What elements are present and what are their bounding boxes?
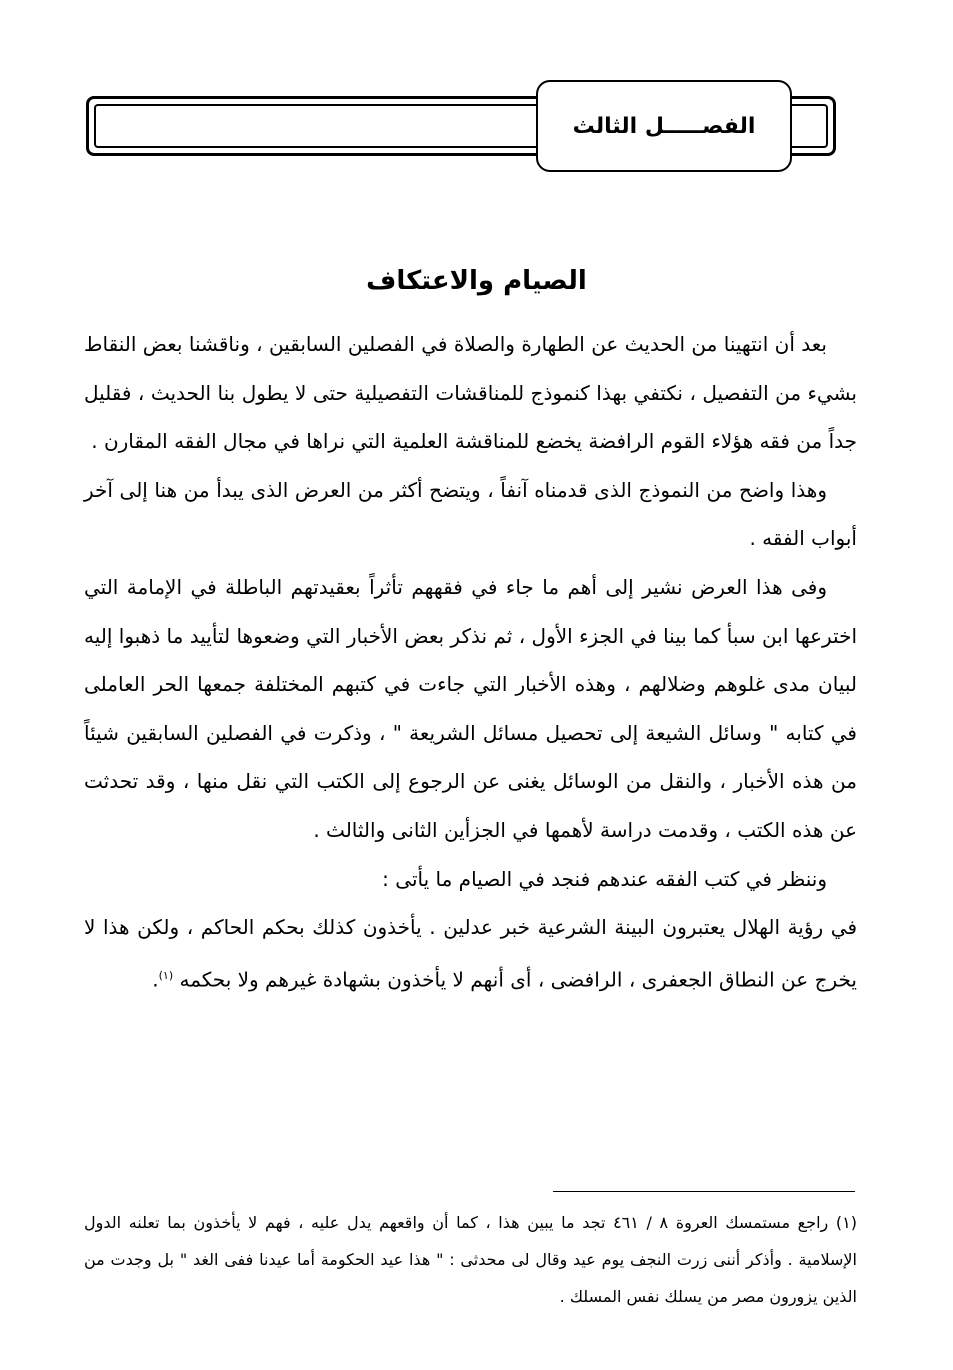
section-title: الصيام والاعتكاف bbox=[366, 266, 587, 296]
main-text bbox=[84, 320, 857, 1004]
footnote bbox=[84, 1204, 857, 1315]
paragraph-2: وهذا واضح من النموذج الذى قدمناه آنفاً ، ويتضح أكثر من العرض الذى يبدأ من هنا إلى آخر أبواب الفقه . bbox=[84, 477, 857, 551]
paragraph-5: في رؤية الهلال يعتبرون البينة الشرعية خبر عدلين . يأخذون كذلك بحكم الحاكم ، ولكن هذا لا يخرج عن النطاق الجعفرى ، الرافضى ، أى أنهم لا يأخذون بشهادة غيرهم ولا بحكمه $^{(١)}$. bbox=[84, 915, 857, 992]
paragraph-5-text: في رؤية الهلال يعتبرون البينة الشرعية خبر عدلين . يأخذون كذلك بحكم الحاكم ، ولكن هذا لا يخرج عن النطاق الجعفرى ، الرافضى ، أى أنهم لا يأخذون بشهادة غيرهم ولا بحكمه bbox=[84, 915, 857, 992]
paragraph-1: بعد أن انتهينا من الحديث عن الطهارة والصلاة في الفصلين السابقين ، وناقشنا بعض النقاط بشيء من التفصيل ، نكتفي بهذا كنموذج للمناقشات التفصيلية حتى لا يطول بنا الحديث ، فقليل جداً من فقه هؤلاء القوم الرافضة يخضع للمناقشة العلمية التي نراها في مجال الفقه المقارن . bbox=[84, 332, 857, 454]
footnote-divider bbox=[553, 1191, 855, 1192]
chapter-header-tab bbox=[536, 80, 792, 172]
paragraph-3: وفى هذا العرض نشير إلى أهم ما جاء في فقههم تأثراً بعقيدتهم الباطلة في الإمامة التي اخترعها ابن سبأ كما بينا في الجزء الأول ، ثم نذكر بعض الأخبار التي وضعوها لتأييد ما ذهبوا إليه لبيان مدى غلوهم وضلالهم ، وهذه الأخبار التي جاءت في كتبهم المختلفة جمعها الحر العاملى في كتابه " وسائل الشيعة إلى تحصيل مسائل الشريعة " ، وذكرت في الفصلين السابقين شيئاً من هذه الأخبار ، والنقل من الوسائل يغنى عن الرجوع إلى الكتب التي نقل منها ، وقد تحدثت عن هذه الكتب ، وقدمت دراسة لأهمها في الجزأين الثانى والثالث . bbox=[84, 574, 857, 842]
footnote-text: راجع مستمسك العروة ٨ / ٤٦١ تجد ما يبين هذا ، كما أن واقعهم يدل عليه ، فهم لا يأخذون بما تعلنه الدول الإسلامية . وأذكر أننى زرت النجف يوم عيد وقال لى محدثى : " هذا عيد الحكومة أما عيدنا ففى الغد " بل وجدت من الذين يزورون مصر من يسلك نفس المسلك . bbox=[84, 1213, 857, 1306]
footnote-marker: (١) bbox=[835, 1213, 857, 1232]
footnote-reference: (١) bbox=[158, 968, 174, 982]
chapter-label: الفصـــــل الثالث bbox=[572, 113, 756, 139]
paragraph-4: وننظر في كتب الفقه عندهم فنجد في الصيام ما يأتى : bbox=[382, 866, 827, 891]
footnote-paragraph bbox=[84, 1204, 857, 1315]
